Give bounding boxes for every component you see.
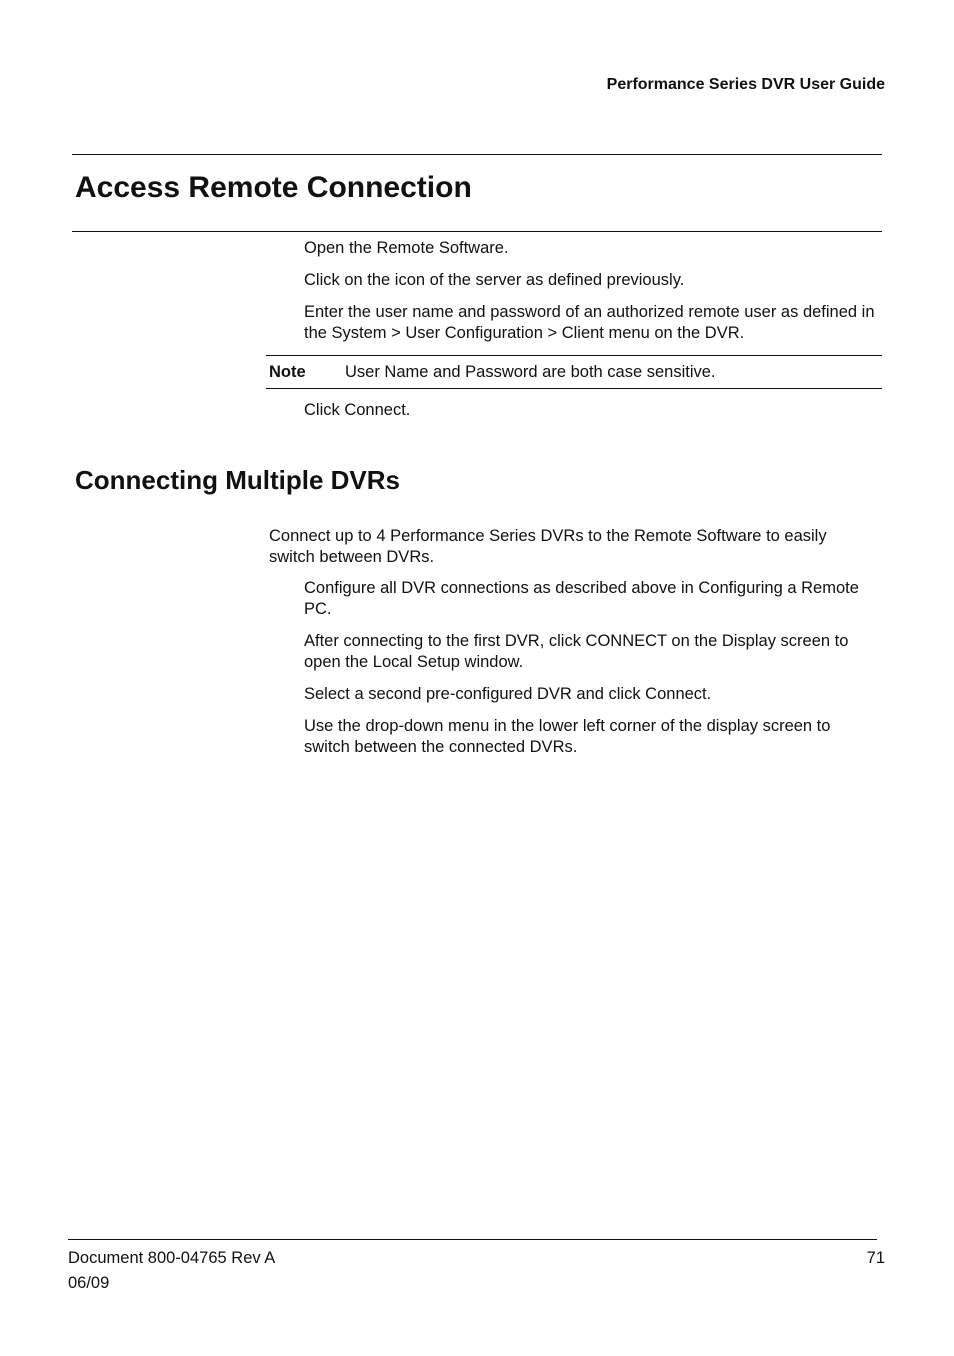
note-text: User Name and Password are both case sensitive. <box>345 363 716 381</box>
step-click-icon: Click on the icon of the server as defined previously. <box>304 271 685 289</box>
note-top-rule <box>266 355 882 356</box>
step-click-connect: Click Connect. <box>304 401 411 419</box>
step-open-software: Open the Remote Software. <box>304 239 509 257</box>
step-configure-connections: Configure all DVR connections as described above in Configuring a Remote PC. <box>304 579 859 618</box>
page-number: 71 <box>866 1249 885 1267</box>
footer-rule <box>68 1239 877 1240</box>
note-bottom-rule <box>266 388 882 389</box>
section-top-rule <box>72 154 882 155</box>
step-enter-credentials: Enter the user name and password of an authorized remote user as defined in the System > User Configuration > Client menu on the DVR. <box>304 303 875 342</box>
footer-date: 06/09 <box>68 1274 110 1292</box>
footer-document-id: Document 800-04765 Rev A <box>68 1249 276 1267</box>
step-use-dropdown: Use the drop-down menu in the lower left corner of the display screen to switch between the connected DVRs. <box>304 717 831 756</box>
note-label: Note <box>269 363 306 381</box>
section-title-multiple-dvrs: Connecting Multiple DVRs <box>75 465 400 495</box>
section-bottom-rule <box>72 231 882 232</box>
section-title-access-remote: Access Remote Connection <box>75 171 472 204</box>
step-select-second-dvr: Select a second pre-configured DVR and click Connect. <box>304 685 712 703</box>
running-header: Performance Series DVR User Guide <box>606 76 885 93</box>
intro-paragraph: Connect up to 4 Performance Series DVRs to the Remote Software to easily switch between DVRs. <box>269 527 827 566</box>
step-click-connect-display: After connecting to the first DVR, click CONNECT on the Display screen to open the Local Setup window. <box>304 632 849 671</box>
